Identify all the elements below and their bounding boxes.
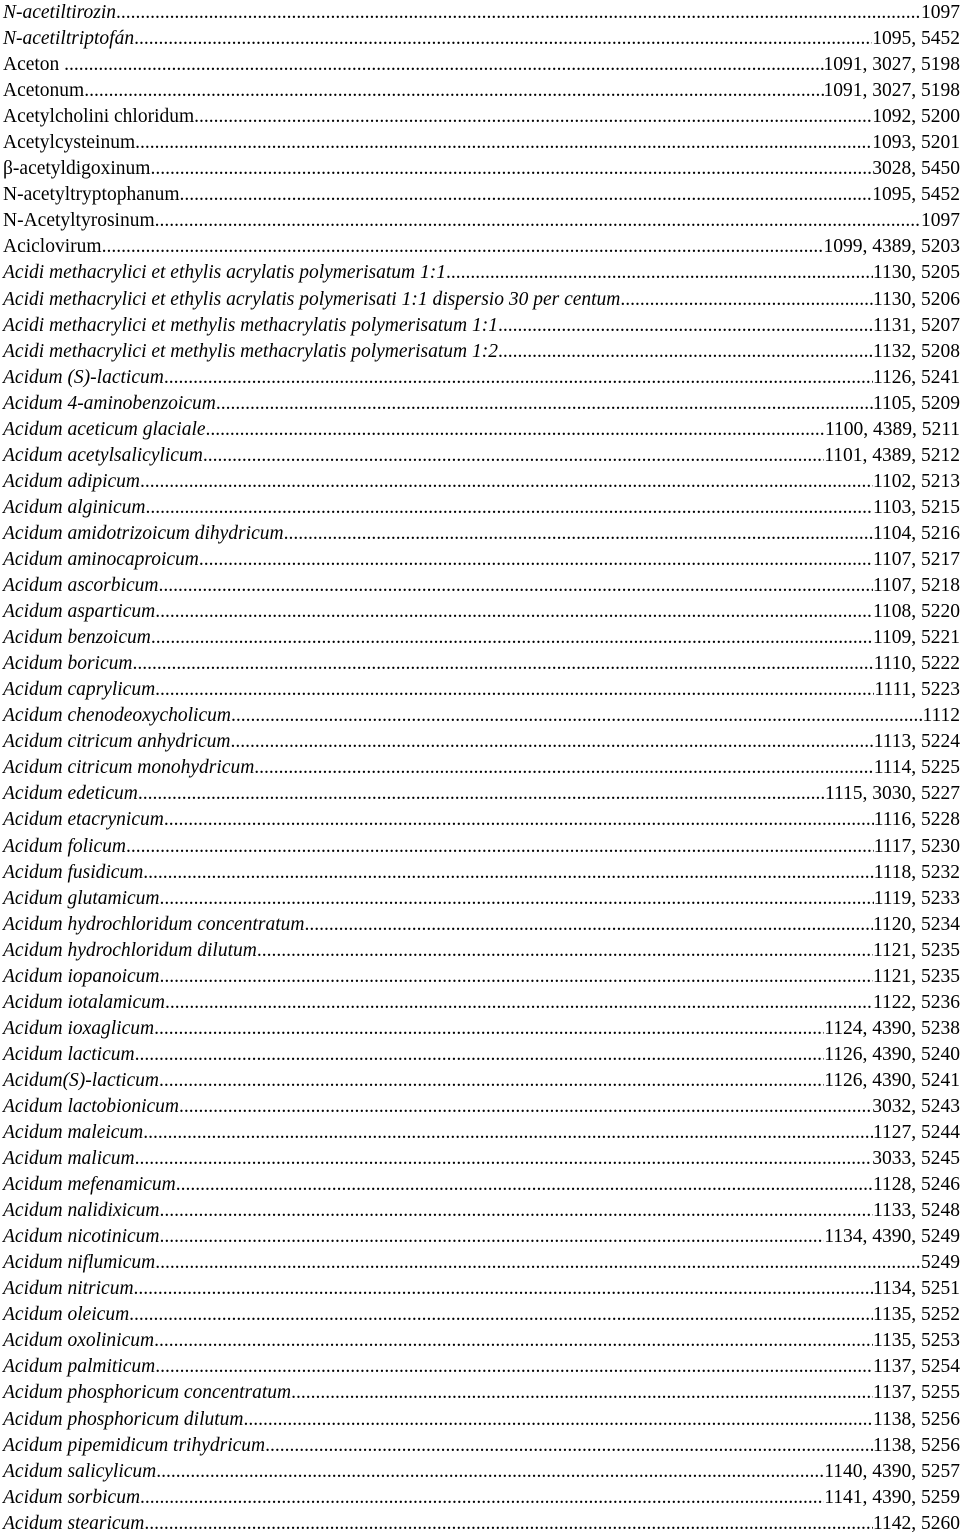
index-entry <box>0 0 960 26</box>
entry-pages: 1142, 5260 <box>873 1511 960 1537</box>
entry-term: Acidum chenodeoxycholicum <box>3 703 231 729</box>
dot-leader <box>498 339 873 365</box>
index-entry <box>0 1354 960 1380</box>
entry-term: Acidum glutamicum <box>3 886 160 912</box>
dot-leader <box>254 755 873 781</box>
index-entry <box>0 234 960 260</box>
entry-term: Acidum hydrochloridum dilutum <box>3 938 257 964</box>
entry-term: Aceton .... <box>3 52 84 78</box>
dot-leader <box>160 964 873 990</box>
entry-term: Acidum lactobionicum <box>3 1094 179 1120</box>
entry-term: Acidum nicotinicum <box>3 1224 160 1250</box>
entry-pages: 1131, 5207 <box>873 313 960 339</box>
entry-pages: 1113, 5224 <box>874 729 960 755</box>
entry-pages: 1132, 5208 <box>873 339 960 365</box>
dot-leader <box>257 938 873 964</box>
entry-pages: 1120, 5234 <box>873 912 960 938</box>
dot-leader <box>135 1146 873 1172</box>
entry-pages: 1104, 5216 <box>873 521 960 547</box>
dot-leader <box>89 78 823 104</box>
entry-term: Acidum citricum monohydricum <box>3 755 254 781</box>
index-entry <box>0 807 960 833</box>
entry-term: Acidum edeticum <box>3 781 138 807</box>
entry-pages: 1114, 5225 <box>874 755 960 781</box>
entry-pages: 3032, 5243 <box>872 1094 960 1120</box>
entry-pages: 1095, 5452 <box>872 26 960 52</box>
entry-term: Acidum hydrochloridum concentratum <box>3 912 304 938</box>
entry-term: Acidum(S)-lacticum <box>3 1068 159 1094</box>
entry-pages: 1091, 3027, 5198 <box>824 52 960 78</box>
entry-pages: 1100, 4389, 5211 <box>825 417 960 443</box>
entry-term: Acidum caprylicum <box>3 677 155 703</box>
dot-leader <box>140 469 873 495</box>
dot-leader <box>132 651 873 677</box>
dot-leader <box>84 52 824 78</box>
dot-leader <box>134 1276 873 1302</box>
entry-pages: 1097 <box>921 0 960 26</box>
dot-leader <box>129 1302 873 1328</box>
index-entry <box>0 990 960 1016</box>
entry-term: Acidum boricum <box>3 651 132 677</box>
dot-leader <box>160 1198 873 1224</box>
index-entry <box>0 573 960 599</box>
dot-leader <box>102 234 824 260</box>
dot-leader <box>138 781 825 807</box>
entry-pages: 1128, 5246 <box>873 1172 960 1198</box>
index-entry <box>0 651 960 677</box>
index-entry <box>0 469 960 495</box>
dot-leader <box>154 1328 873 1354</box>
entry-pages: 1121, 5235 <box>873 938 960 964</box>
entry-pages: 5249 <box>921 1250 960 1276</box>
index-entry <box>0 1276 960 1302</box>
entry-term: N-acetyltryptophanum <box>3 182 180 208</box>
dot-leader <box>230 729 873 755</box>
entry-pages: 1097 <box>921 208 960 234</box>
dot-leader <box>165 990 873 1016</box>
dot-leader <box>194 104 872 130</box>
dot-leader <box>135 130 872 156</box>
index-entry <box>0 495 960 521</box>
index-entry <box>0 1328 960 1354</box>
dot-leader <box>180 182 873 208</box>
index-entry <box>0 1224 960 1250</box>
index-entry <box>0 313 960 339</box>
entry-pages: 1119, 5233 <box>874 886 960 912</box>
entry-pages: 1117, 5230 <box>874 834 960 860</box>
entry-pages: 1116, 5228 <box>874 807 960 833</box>
index-entry <box>0 1172 960 1198</box>
entry-pages: 1134, 4390, 5249 <box>824 1224 960 1250</box>
index-entry <box>0 365 960 391</box>
entry-term: Acidum stearicum <box>3 1511 144 1537</box>
dot-leader <box>176 1172 873 1198</box>
index-entry <box>0 1433 960 1459</box>
entry-term: N-acetiltriptofán <box>3 26 134 52</box>
dot-leader <box>134 26 872 52</box>
index-entry <box>0 729 960 755</box>
entry-term: Acidi methacrylici et methylis methacrylatis polymerisatum 1:1 <box>3 313 498 339</box>
entry-pages: 1101, 4389, 5212 <box>824 443 960 469</box>
entry-pages: 1112 <box>922 703 960 729</box>
dot-leader <box>155 677 874 703</box>
index-entry <box>0 938 960 964</box>
dot-leader <box>216 391 873 417</box>
dot-leader <box>265 1433 873 1459</box>
dot-leader <box>158 573 873 599</box>
entry-pages: 1130, 5206 <box>873 287 960 313</box>
entry-term: Acidum maleicum <box>3 1120 143 1146</box>
entry-pages: 1099, 4389, 5203 <box>824 234 960 260</box>
entry-pages: 1110, 5222 <box>874 651 960 677</box>
dot-leader <box>199 547 873 573</box>
entry-term: Acidum asparticum <box>3 599 155 625</box>
entry-term: Acidi methacrylici et ethylis acrylatis polymerisati 1:1 dispersio 30 per centum <box>3 287 620 313</box>
entry-pages: 1121, 5235 <box>873 964 960 990</box>
index-entry <box>0 834 960 860</box>
entry-term: Acidum sorbicum <box>3 1485 140 1511</box>
entry-pages: 1127, 5244 <box>873 1120 960 1146</box>
index-entry <box>0 208 960 234</box>
entry-pages: 1126, 4390, 5240 <box>824 1042 960 1068</box>
entry-pages: 1138, 5256 <box>873 1407 960 1433</box>
entry-pages: 1118, 5232 <box>874 860 960 886</box>
entry-term: Acidum palmiticum <box>3 1354 155 1380</box>
entry-term: Acidum amidotrizoicum dihydricum <box>3 521 284 547</box>
dot-leader <box>304 912 872 938</box>
index-entry <box>0 599 960 625</box>
index-entry <box>0 755 960 781</box>
index-entry <box>0 130 960 156</box>
dot-leader <box>203 443 824 469</box>
index-entry <box>0 1068 960 1094</box>
index-entry <box>0 1459 960 1485</box>
entry-pages: 1130, 5205 <box>873 260 960 286</box>
entry-term: Acidum folicum <box>3 834 126 860</box>
index-entry <box>0 1485 960 1511</box>
index-entry <box>0 1094 960 1120</box>
entry-term: Acetylcholini chloridum <box>3 104 194 130</box>
entry-pages: 1109, 5221 <box>873 625 960 651</box>
index-entry <box>0 964 960 990</box>
index-entry <box>0 1042 960 1068</box>
entry-pages: 1091, 3027, 5198 <box>824 78 960 104</box>
dot-leader <box>160 886 874 912</box>
entry-pages: 1133, 5248 <box>873 1198 960 1224</box>
dot-leader <box>140 1485 824 1511</box>
entry-term: Acidum fusidicum <box>3 860 143 886</box>
index-entry <box>0 1407 960 1433</box>
entry-term: Acidum mefenamicum <box>3 1172 176 1198</box>
entry-pages: 1122, 5236 <box>873 990 960 1016</box>
index-entry <box>0 1198 960 1224</box>
entry-pages: 1134, 5251 <box>873 1276 960 1302</box>
entry-term: Acidum ascorbicum <box>3 573 158 599</box>
dot-leader <box>155 208 921 234</box>
index-entry <box>0 417 960 443</box>
dot-leader <box>159 1068 824 1094</box>
index-entry <box>0 886 960 912</box>
index-entry <box>0 781 960 807</box>
entry-pages: 1102, 5213 <box>873 469 960 495</box>
dot-leader <box>498 313 873 339</box>
index-entry <box>0 1250 960 1276</box>
dot-leader <box>155 1354 873 1380</box>
entry-pages: 1111, 5223 <box>874 677 960 703</box>
index-entry <box>0 912 960 938</box>
entry-term: Acidum aceticum glaciale <box>3 417 206 443</box>
dot-leader <box>143 860 873 886</box>
dot-leader <box>155 599 873 625</box>
entry-term: Acetonum. <box>3 78 89 104</box>
entry-term: Acidum lacticum <box>3 1042 135 1068</box>
entry-pages: 3033, 5245 <box>872 1146 960 1172</box>
entry-term: Acidum pipemidicum trihydricum <box>3 1433 265 1459</box>
entry-pages: 1124, 4390, 5238 <box>824 1016 960 1042</box>
entry-pages: 1126, 5241 <box>873 365 960 391</box>
index-entry <box>0 26 960 52</box>
index-entry <box>0 391 960 417</box>
index-entry <box>0 625 960 651</box>
index-entry <box>0 443 960 469</box>
index-entry <box>0 287 960 313</box>
entry-term: Acidum phosphoricum dilutum <box>3 1407 243 1433</box>
dot-leader <box>143 1120 873 1146</box>
entry-term: Acidum alginicum <box>3 495 145 521</box>
dot-leader <box>243 1407 872 1433</box>
dot-leader <box>126 834 874 860</box>
dot-leader <box>446 260 873 286</box>
dot-leader <box>151 625 873 651</box>
entry-pages: 1135, 5252 <box>873 1302 960 1328</box>
dot-leader <box>160 1224 825 1250</box>
entry-pages: 1115, 3030, 5227 <box>825 781 960 807</box>
entry-pages: 1092, 5200 <box>872 104 960 130</box>
entry-term: Acidum oleicum <box>3 1302 129 1328</box>
dot-leader <box>156 1459 824 1485</box>
index-entry <box>0 339 960 365</box>
entry-term: Acidum salicylicum <box>3 1459 156 1485</box>
index-entry <box>0 677 960 703</box>
entry-term: Acidum ioxaglicum <box>3 1016 154 1042</box>
dot-leader <box>206 417 825 443</box>
dot-leader <box>154 1016 824 1042</box>
entry-pages: 1105, 5209 <box>873 391 960 417</box>
dot-leader <box>284 521 873 547</box>
entry-term: Acidum nalidixicum <box>3 1198 160 1224</box>
entry-pages: 1108, 5220 <box>873 599 960 625</box>
index-entry <box>0 104 960 130</box>
entry-pages: 1135, 5253 <box>873 1328 960 1354</box>
dot-leader <box>291 1380 873 1406</box>
dot-leader <box>145 495 873 521</box>
entry-term: Acidum (S)-lacticum <box>3 365 164 391</box>
entry-term: Acidum niflumicum <box>3 1250 155 1276</box>
index-entry <box>0 521 960 547</box>
entry-term: Acidum nitricum <box>3 1276 134 1302</box>
entry-pages: 1137, 5255 <box>873 1380 960 1406</box>
entry-term: Acidi methacrylici et methylis methacrylatis polymerisatum 1:2 <box>3 339 498 365</box>
entry-term: Acidum acetylsalicylicum <box>3 443 203 469</box>
entry-term: β-acetyldigoxinum <box>3 156 150 182</box>
entry-term: Acidum citricum anhydricum <box>3 729 230 755</box>
entry-term: Acidi methacrylici et ethylis acrylatis polymerisatum 1:1 <box>3 260 446 286</box>
dot-leader <box>155 1250 921 1276</box>
index-entry <box>0 52 960 78</box>
entry-pages: 1140, 4390, 5257 <box>824 1459 960 1485</box>
index-entry <box>0 156 960 182</box>
entry-pages: 3028, 5450 <box>872 156 960 182</box>
entry-term: Acidum etacrynicum <box>3 807 164 833</box>
index-entry <box>0 1380 960 1406</box>
entry-term: Acidum adipicum <box>3 469 140 495</box>
entry-term: Acidum iotalamicum <box>3 990 165 1016</box>
entry-term: N-acetiltirozin <box>3 0 116 26</box>
dot-leader <box>164 807 874 833</box>
entry-pages: 1103, 5215 <box>873 495 960 521</box>
entry-term: Acidum aminocaproicum <box>3 547 199 573</box>
entry-term: Acidum malicum <box>3 1146 135 1172</box>
entry-pages: 1093, 5201 <box>872 130 960 156</box>
dot-leader <box>116 0 921 26</box>
index-entry <box>0 1120 960 1146</box>
dot-leader <box>231 703 922 729</box>
entry-term: Acidum phosphoricum concentratum <box>3 1380 291 1406</box>
entry-term: Acidum 4-aminobenzoicum <box>3 391 216 417</box>
entry-term: Acetylcysteinum <box>3 130 135 156</box>
index-entry <box>0 78 960 104</box>
dot-leader <box>620 287 873 313</box>
dot-leader <box>179 1094 872 1120</box>
entry-pages: 1107, 5217 <box>873 547 960 573</box>
entry-pages: 1137, 5254 <box>873 1354 960 1380</box>
entry-term: Aciclovirum <box>3 234 102 260</box>
index-entry <box>0 260 960 286</box>
entry-term: N-Acetyltyrosinum <box>3 208 155 234</box>
index-entry <box>0 1146 960 1172</box>
entry-term: Acidum benzoicum <box>3 625 151 651</box>
entry-pages: 1126, 4390, 5241 <box>824 1068 960 1094</box>
index-entry <box>0 860 960 886</box>
index-entry <box>0 1016 960 1042</box>
dot-leader <box>150 156 872 182</box>
index-entry <box>0 1302 960 1328</box>
entry-pages: 1095, 5452 <box>872 182 960 208</box>
dot-leader <box>164 365 873 391</box>
entry-term: Acidum oxolinicum <box>3 1328 154 1354</box>
index-entry <box>0 703 960 729</box>
entry-pages: 1107, 5218 <box>873 573 960 599</box>
entry-term: Acidum iopanoicum <box>3 964 160 990</box>
entry-pages: 1138, 5256 <box>873 1433 960 1459</box>
index-entry <box>0 182 960 208</box>
index-entry <box>0 547 960 573</box>
dot-leader <box>135 1042 825 1068</box>
entry-pages: 1141, 4390, 5259 <box>824 1485 960 1511</box>
